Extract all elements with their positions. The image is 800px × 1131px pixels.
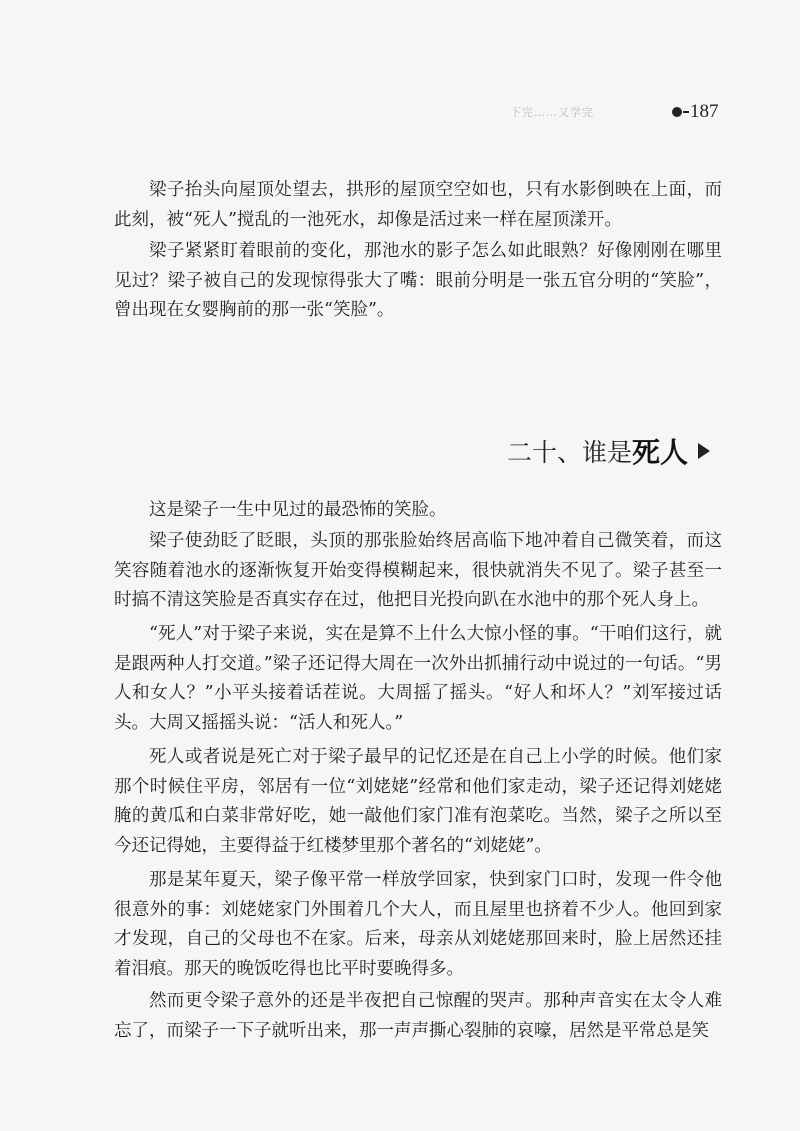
triangle-arrow-icon	[698, 443, 710, 459]
paragraph: 死人或者说是死亡对于梁子最早的记忆还是在自己上小学的时候。他们家那个时候住平房，邻居有一位“刘姥姥”经常和他们家走动，梁子还记得刘姥姥腌的黄瓜和白菜非常好吃，她一敲他们家门准有泡菜吃。当然，梁子之所以至今还记得她，主要得益于红楼梦里那个著名的“刘姥姥”。	[114, 747, 722, 856]
paragraph: 梁子紧紧盯着眼前的变化，那池水的影子怎么如此眼熟？好像刚刚在哪里见过？梁子被自己的发现惊得张大了嘴：眼前分明是一张五官分明的“笑脸”，曾出现在女婴胸前的那一张“笑脸”。	[114, 241, 722, 320]
section-number: 二十、	[506, 438, 582, 467]
dash-icon	[683, 111, 689, 113]
paragraph: “死人”对于梁子来说，实在是算不上什么大惊小怪的事。“干咱们这行，就是跟两种人打交道。”梁子还记得大周在一次外出抓捕行动中说过的一句话。“男人和女人？”小平头接着话茬说。大周摇了摇头。“好人和坏人？”刘军接过话头。大周又摇摇头说：“活人和死人。”	[114, 624, 722, 733]
section-title-regular: 谁是	[581, 438, 632, 467]
bullet-icon	[672, 107, 682, 117]
paragraph: 这是梁子一生中见过的最恐怖的笑脸。	[149, 500, 447, 520]
section-title-bold: 死人	[631, 436, 688, 469]
paragraph: 然而更令梁子意外的还是半夜把自己惊醒的哭声。那种声音实在太令人难忘了，而梁子一下子就听出来，那一声声撕心裂肺的哀嚎，居然是平常总是笑	[114, 991, 722, 1041]
paragraph: 梁子使劲眨了眨眼，头顶的那张脸始终居高临下地冲着自己微笑着，而这笑容随着池水的逐渐恢复开始变得模糊起来，很快就消失不见了。梁子甚至一时搞不清这笑脸是否真实存在过，他把目光投向趴在水池中的那个死人身上。	[114, 531, 722, 610]
page-number	[672, 101, 719, 123]
paragraph: 那是某年夏天，梁子像平常一样放学回家，快到家门口时，发现一件令他很意外的事：刘姥姥家门外围着几个大人，而且屋里也挤着不少人。他回到家才发现，自己的父母也不在家。后来，母亲从刘姥姥那回来时，脸上居然还挂着泪痕。那天的晚饭吃得也比平时要晚得多。	[114, 870, 722, 979]
section-heading	[507, 431, 710, 471]
page-number-text: 187	[690, 101, 719, 122]
running-header: 下完……又学完	[510, 106, 594, 118]
paragraph: 梁子抬头向屋顶处望去，拱形的屋顶空空如也，只有水影倒映在上面，而此刻，被“死人”搅乱的一池死水，却像是活过来一样在屋顶漾开。	[114, 180, 722, 230]
